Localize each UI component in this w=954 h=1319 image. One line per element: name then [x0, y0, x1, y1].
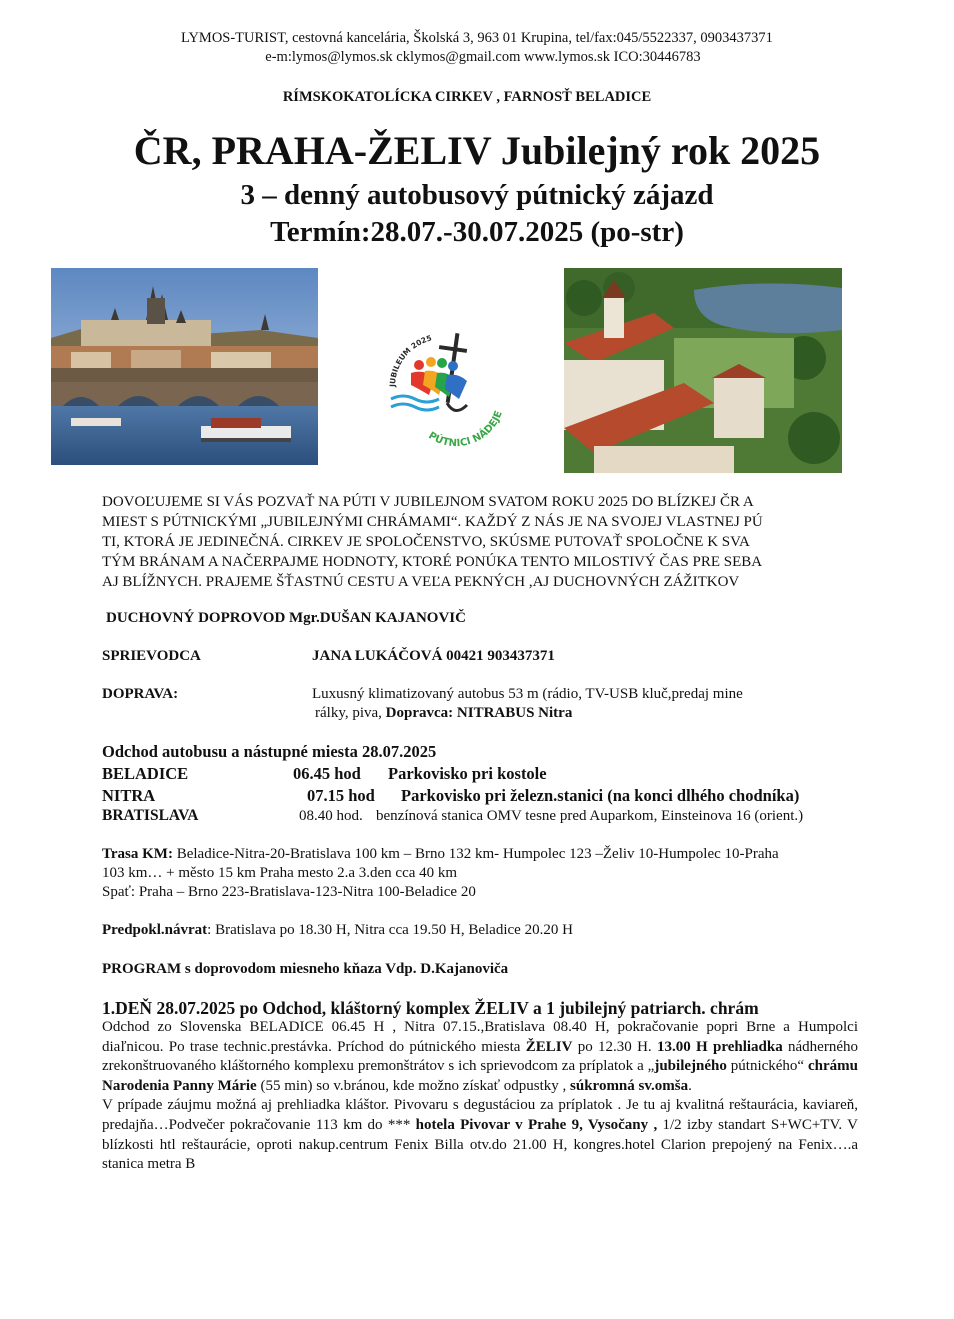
route-line2: 103 km… + město 15 km Praha mesto 2.a 3.den cca 40 km	[102, 865, 458, 881]
zeliv-monastery-photo	[564, 268, 842, 473]
organizer: RÍMSKOKATOLÍCKA CIRKEV , FARNOSŤ BELADICE	[282, 89, 652, 105]
guide-label: SPRIEVODCA	[102, 648, 201, 664]
departure-heading: Odchod autobusu a nástupné miesta 28.07.2025	[102, 742, 437, 761]
subtitle: 3 – denný autobusový pútnický zájazd	[240, 179, 714, 211]
svg-text:PÚTNICI NÁDEJE	[426, 409, 503, 449]
day1-text: 1/2 izby standart S+WC+TV. V blízkosti htl reštaurácie, oproti nakup.centrum Fenix Billa otv.do 21.00 H, kongres.hotel Clarion prepojený na Fenix….a stanica metra B	[102, 1116, 858, 1173]
logo-bottom-text: PÚTNICI NÁDEJ	[426, 414, 503, 450]
day1-text: hotela Pivovar v Prahe 9, Vysočany ,	[415, 1116, 658, 1133]
departure-place: NITRA	[102, 786, 156, 805]
day1-text: chrámu Narodenia Panny Márie	[102, 1058, 858, 1094]
day1-text: ŽELIV	[525, 1038, 573, 1055]
route-label: Trasa KM:	[102, 846, 173, 862]
departure-where: Parkovisko pri železn.stanici (na konci dlhého chodníka)	[401, 786, 800, 805]
invitation-text	[102, 492, 862, 592]
guide-value: JANA LUKÁČOVÁ 00421 903437371	[312, 648, 555, 664]
transport-label: DOPRAVA:	[102, 686, 179, 702]
day1-text: .	[688, 1077, 692, 1094]
day1-text: nádherného zrekonštruovaného kláštorného komplexu premonštrátov s ich sprievodcom za príplatok a „	[102, 1038, 858, 1075]
day1-text: pútnického“	[726, 1058, 808, 1075]
invitation-line: MIEST S PÚTNICKÝMI „JUBILEJNÝMI CHRÁMAMI“. KAŽDÝ Z NÁS JE NA SVOJEJ VLASTNEJ PÚ	[102, 514, 763, 530]
invitation-line: TÝM BRÁNAM A NAČERPAJME HODNOTY, KTORÉ PONÚKA TENTO MILOSTIVÝ ČAS PRE SEBA	[102, 554, 763, 570]
return-text: : Bratislava po 18.30 H, Nitra cca 19.50 H, Beladice 20.20 H	[207, 922, 573, 938]
logo-arc-text: JUBILEUM 2025	[387, 333, 433, 388]
agency-email-line: e-m:lymos@lymos.sk cklymos@gmail.com www.lymos.sk ICO:30446783	[265, 49, 701, 65]
spiritual-guide: DUCHOVNÝ DOPROVOD Mgr.DUŠAN KAJANOVIČ	[106, 610, 466, 626]
transport-line2	[315, 704, 572, 723]
page-title: ČR, PRAHA-ŽELIV Jubilejný rok 2025	[133, 128, 821, 173]
transport-carrier: Dopravca: NITRABUS Nitra	[385, 705, 573, 721]
return-info	[102, 921, 573, 940]
departure-place: BRATISLAVA	[102, 807, 199, 824]
day1-text: súkromná sv.omša	[570, 1077, 689, 1094]
program-label: PROGRAM	[102, 961, 182, 977]
invitation-line: DOVOĽUJEME SI VÁS POZVAŤ NA PÚTI V JUBILEJNOM SVATOM ROKU 2025 DO BLÍZKEJ ČR A	[102, 494, 754, 510]
return-label: Predpokl.návrat	[102, 922, 208, 938]
departure-time: 07.15 hod	[307, 786, 375, 805]
route-text: Beladice-Nitra-20-Bratislava 100 km – Brno 132 km- Humpolec 123 –Želiv 10-Humpolec 10-Praha	[172, 846, 779, 862]
prague-photo	[51, 268, 318, 465]
dates: Termín:28.07.-30.07.2025 (po-str)	[270, 216, 684, 248]
day1-paragraph	[102, 1096, 858, 1174]
route-line3: Spať: Praha – Brno 223-Bratislava-123-Nitra 100-Beladice 20	[102, 884, 476, 900]
day1-text: po 12.30 H.	[572, 1038, 657, 1055]
departure-place: BELADICE	[102, 764, 189, 783]
departure-where: Parkovisko pri kostole	[388, 764, 547, 783]
program-text: s doprovodom miesneho kňaza Vdp. D.Kajanoviča	[181, 961, 509, 977]
day1-text: (55 min) so v.bránou, kde možno získať odpustky ,	[256, 1077, 571, 1094]
departure-where: benzínová stanica OMV tesne pred Auparkom, Einsteinova 16 (orient.)	[376, 808, 804, 824]
day1-heading: 1.DEŇ 28.07.2025 po Odchod, kláštorný komplex ŽELIV a 1 jubilejný patriarch. chrám	[102, 998, 759, 1018]
day1-paragraph	[102, 1018, 858, 1096]
day1-text: 13.00 H prehliadka	[656, 1038, 783, 1055]
agency-contact-line: LYMOS-TURIST, cestovná kancelária, Školská 3, 963 01 Krupina, tel/fax:045/5522337, 0903437371	[181, 30, 773, 46]
departure-time: 06.45 hod	[293, 764, 361, 783]
day1-text: V prípade záujmu možná aj prehliadka kláštor. Pivovaru s degustáciou za príplatok . Je tu aj kvalitná reštaurácia, kaviareň, predajňa…Podvečer pokračovanie 113 km do ***	[102, 1097, 858, 1133]
transport-bus: rálky, piva,	[315, 705, 386, 721]
departure-time: 08.40 hod.	[299, 808, 363, 824]
invitation-line: AJ BLÍŽNYCH. PRAJEME ŠŤASTNÚ CESTU A VEĽA PEKNÝCH ,AJ DUCHOVNÝCH ZÁŽITKOV	[102, 574, 740, 590]
program-heading	[102, 960, 508, 979]
invitation-line: TI, KTORÁ JE JEDINEČNÁ. CIRKEV JE SPOLOČENSTVO, SKÚSME PUTOVAŤ SPOLOČNE K SVA	[102, 534, 750, 550]
transport-line1: Luxusný klimatizovaný autobus 53 m (rádio, TV-USB kluč,predaj mine	[312, 686, 743, 702]
route-line1	[102, 845, 862, 864]
day1-text: jubilejného	[654, 1058, 727, 1075]
jubilee-logo	[383, 325, 503, 450]
day1-text: Odchod zo Slovenska BELADICE 06.45 H , Nitra 07.15.,Bratislava 08.40 H, pokračovanie popri Brne a Humpolci diaľnicou. Po trase technic.prestávka. Príchod do pútnického miesta	[102, 1019, 858, 1055]
day1-description	[102, 1018, 858, 1175]
